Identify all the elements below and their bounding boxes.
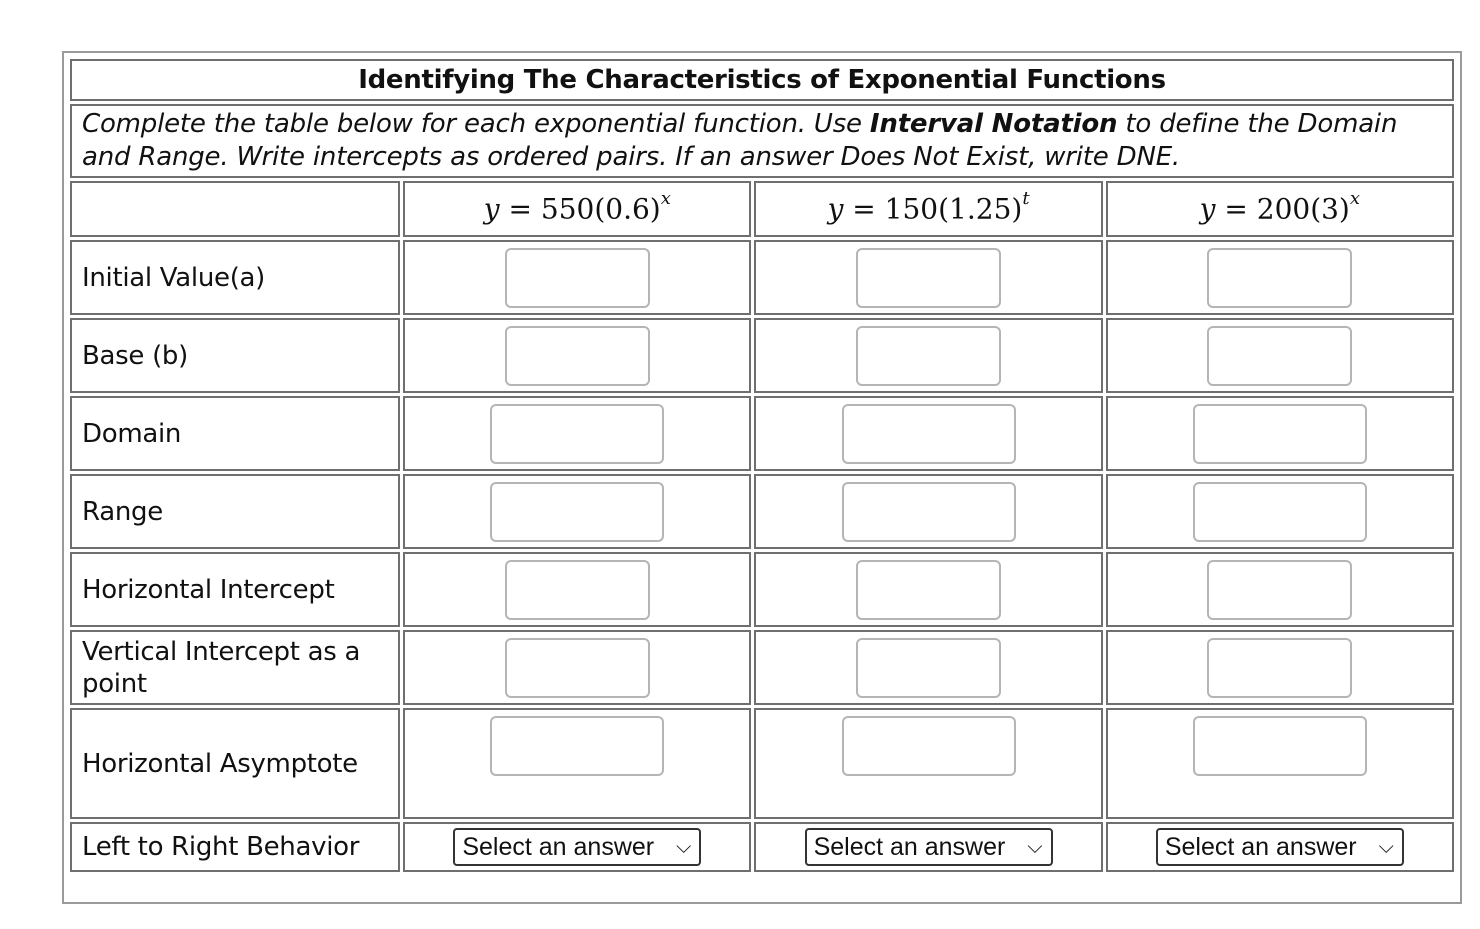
row-label-vertical-intercept: Vertical Intercept as a point — [70, 630, 400, 705]
characteristics-table — [67, 56, 1457, 875]
corner-cell — [70, 181, 400, 237]
characteristics-table-frame — [62, 51, 1462, 904]
horizontal-asymptote-input-1[interactable] — [490, 716, 664, 776]
vertical-intercept-input-2[interactable] — [856, 638, 1001, 698]
base-input-3[interactable] — [1207, 326, 1352, 386]
initial-value-input-1[interactable] — [505, 248, 650, 308]
chevron-down-icon: ⌵ — [676, 836, 692, 858]
row-label-horizontal-intercept: Horizontal Intercept — [70, 552, 400, 627]
base-input-2[interactable] — [856, 326, 1001, 386]
horizontal-intercept-input-1[interactable] — [505, 560, 650, 620]
range-input-2[interactable] — [842, 482, 1016, 542]
row-label-domain: Domain — [70, 396, 400, 471]
horizontal-intercept-input-2[interactable] — [856, 560, 1001, 620]
horizontal-intercept-input-3[interactable] — [1207, 560, 1352, 620]
behavior-select-2[interactable]: Select an answer ⌵ — [805, 828, 1053, 866]
behavior-select-3[interactable]: Select an answer ⌵ — [1156, 828, 1404, 866]
vertical-intercept-input-3[interactable] — [1207, 638, 1352, 698]
row-label-base: Base (b) — [70, 318, 400, 393]
range-input-1[interactable] — [490, 482, 664, 542]
row-label-range: Range — [70, 474, 400, 549]
interval-notation-emphasis: Interval Notation — [869, 109, 1118, 139]
table-title: Identifying The Characteristics of Exponential Functions — [70, 59, 1454, 101]
horizontal-asymptote-input-2[interactable] — [842, 716, 1016, 776]
behavior-select-1[interactable]: Select an answer ⌵ — [453, 828, 701, 866]
domain-input-2[interactable] — [842, 404, 1016, 464]
chevron-down-icon: ⌵ — [1027, 836, 1043, 858]
domain-input-1[interactable] — [490, 404, 664, 464]
function-header-3: $y = 200(3)^x$ — [1106, 181, 1454, 237]
row-label-initial-value: Initial Value(a) — [70, 240, 400, 315]
function-header-1: $y = 550(0.6)^x$ — [403, 181, 751, 237]
range-input-3[interactable] — [1193, 482, 1367, 542]
instructions: Complete the table below for each exponential function. Use Interval Notation to define the Domain and Range. Write intercepts as ordered pairs. If an answer Does Not Exist, write DNE. — [70, 104, 1454, 178]
horizontal-asymptote-input-3[interactable] — [1193, 716, 1367, 776]
chevron-down-icon: ⌵ — [1378, 836, 1394, 858]
initial-value-input-3[interactable] — [1207, 248, 1352, 308]
function-header-2: $y = 150(1.25)^t$ — [754, 181, 1102, 237]
domain-input-3[interactable] — [1193, 404, 1367, 464]
vertical-intercept-input-1[interactable] — [505, 638, 650, 698]
row-label-left-to-right-behavior: Left to Right Behavior — [70, 822, 400, 872]
base-input-1[interactable] — [505, 326, 650, 386]
row-label-horizontal-asymptote: Horizontal Asymptote — [70, 708, 400, 819]
initial-value-input-2[interactable] — [856, 248, 1001, 308]
